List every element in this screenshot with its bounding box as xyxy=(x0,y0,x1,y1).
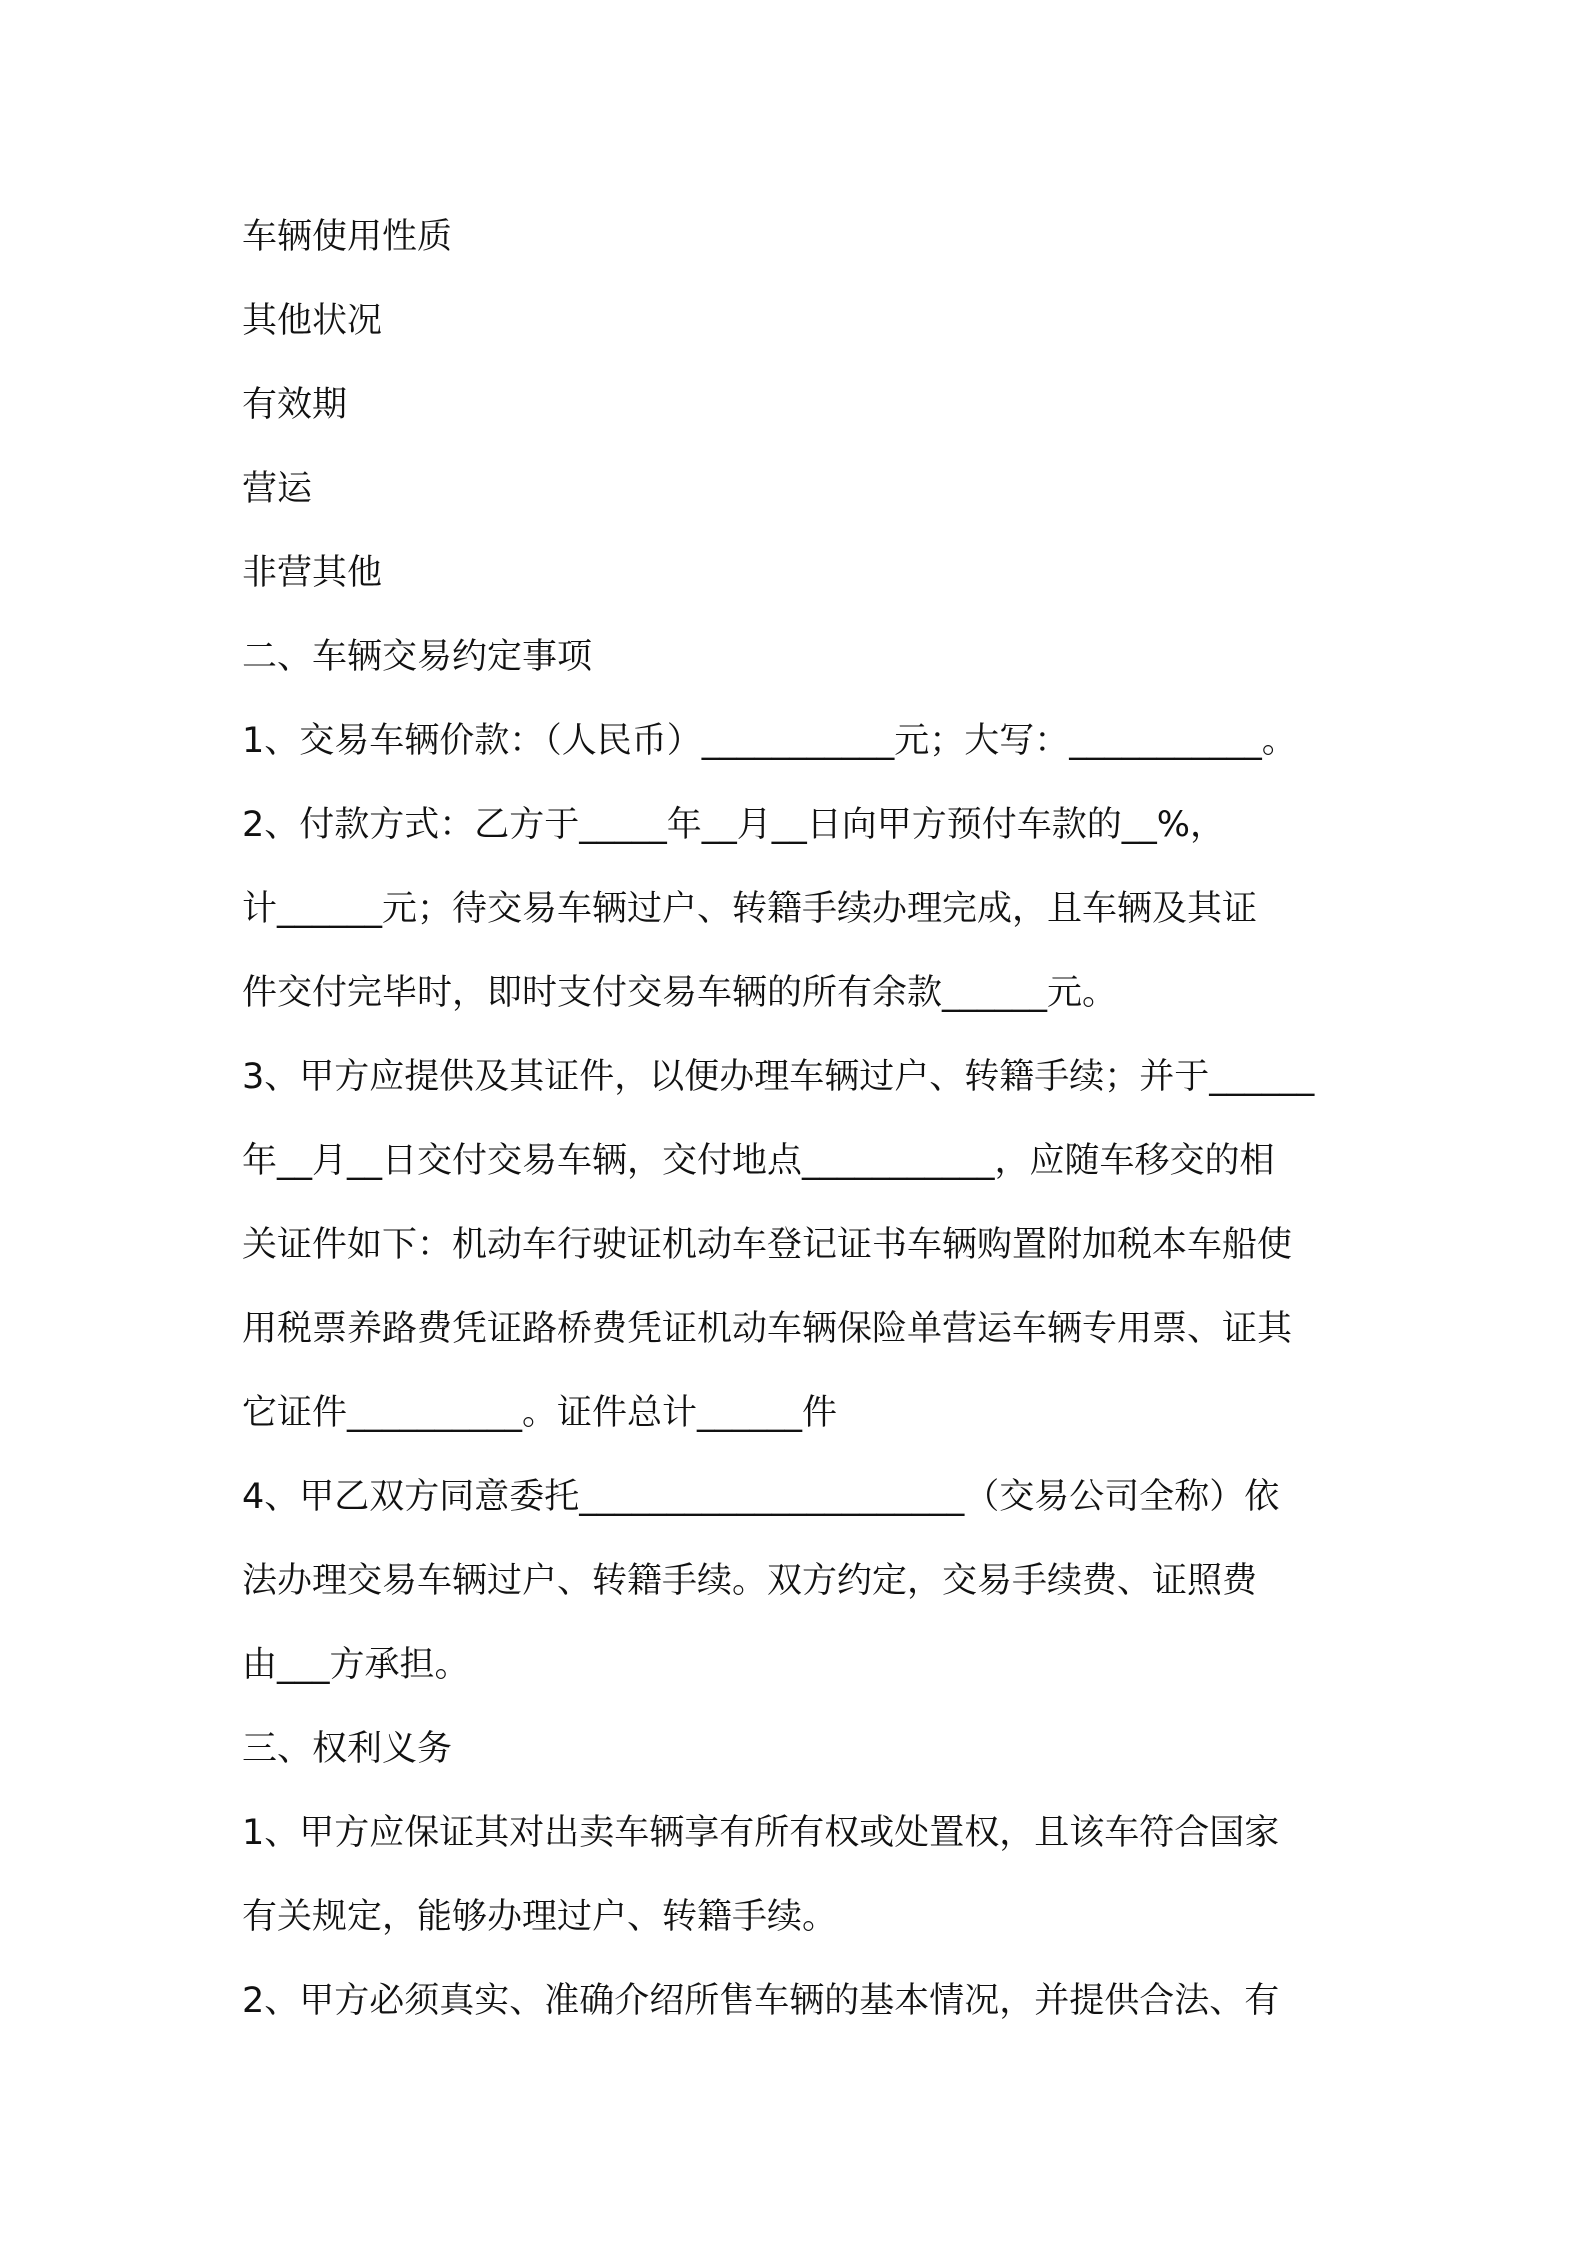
text-line-validity-period: 有效期 xyxy=(242,385,348,425)
clause-3-certificates-cont-3: 用税票养路费凭证路桥费凭证机动车辆保险单营运车辆专用票、证其 xyxy=(242,1309,1293,1349)
clause-3-certificates-cont-1: 年__月__日交付交易车辆，交付地点___________，应随车移交的相 xyxy=(242,1141,1275,1181)
rights-clause-1: 1、甲方应保证其对出卖车辆享有所有权或处置权，且该车符合国家 xyxy=(242,1813,1280,1853)
rights-clause-2: 2、甲方必须真实、准确介绍所售车辆的基本情况，并提供合法、有 xyxy=(242,1981,1280,2021)
text-line-vehicle-use-nature: 车辆使用性质 xyxy=(242,217,453,257)
text-line-commercial: 营运 xyxy=(242,469,313,509)
clause-1-vehicle-price: 1、交易车辆价款：（人民币）___________元；大写：___________。 xyxy=(242,721,1297,761)
clause-2-payment-method-cont-2: 件交付完毕时，即时支付交易车辆的所有余款______元。 xyxy=(242,973,1118,1013)
text-line-noncommercial-other: 非营其他 xyxy=(242,553,383,593)
clause-3-certificates-cont-2: 关证件如下：机动车行驶证机动车登记证书车辆购置附加税本车船使 xyxy=(242,1225,1293,1265)
section-heading-transaction-terms: 二、车辆交易约定事项 xyxy=(242,637,593,677)
section-heading-rights-obligations: 三、权利义务 xyxy=(242,1729,453,1769)
rights-clause-1-cont: 有关规定，能够办理过户、转籍手续。 xyxy=(242,1897,838,1937)
clause-3-certificates-cont-4: 它证件__________。证件总计______件 xyxy=(242,1393,838,1433)
clause-4-entrust-company-cont-1: 法办理交易车辆过户、转籍手续。双方约定，交易手续费、证照费 xyxy=(242,1561,1258,1601)
clause-4-entrust-company-cont-2: 由___方承担。 xyxy=(242,1645,470,1685)
text-line-other-status: 其他状况 xyxy=(242,301,383,341)
clause-4-entrust-company: 4、甲乙双方同意委托______________________（交易公司全称）依 xyxy=(242,1477,1280,1517)
clause-2-payment-method: 2、付款方式：乙方于_____年__月__日向甲方预付车款的__%， xyxy=(242,805,1226,845)
document-body xyxy=(242,195,1362,2043)
clause-3-certificates: 3、甲方应提供及其证件，以便办理车辆过户、转籍手续；并于______ xyxy=(242,1057,1315,1097)
clause-2-payment-method-cont-1: 计______元；待交易车辆过户、转籍手续办理完成，且车辆及其证 xyxy=(242,889,1258,929)
